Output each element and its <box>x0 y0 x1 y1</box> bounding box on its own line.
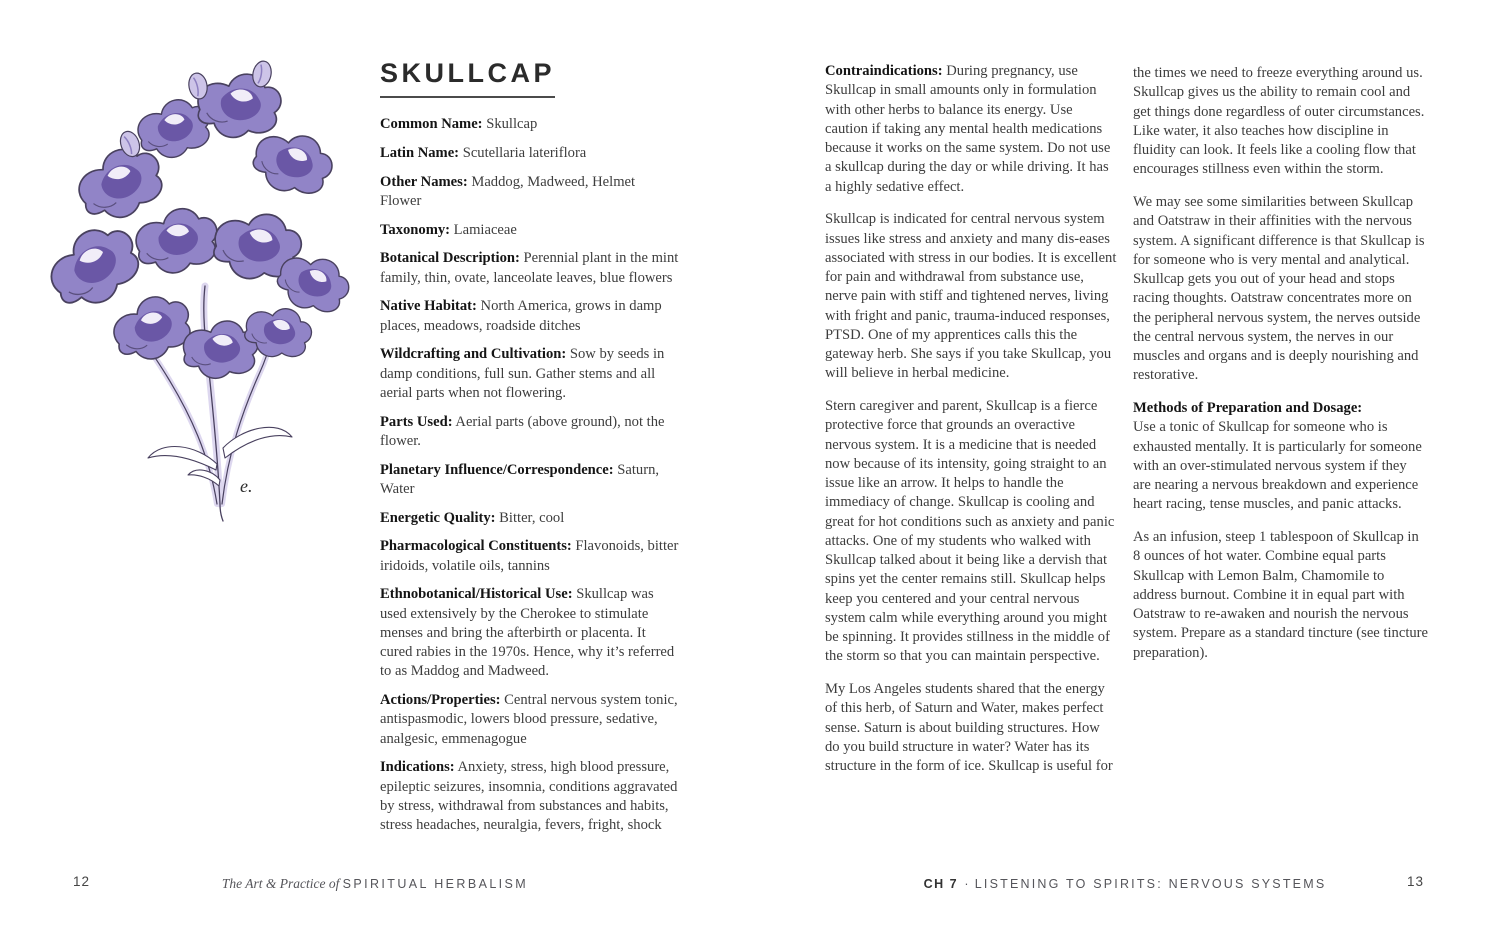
blossoms <box>39 59 357 381</box>
paragraph-label: Pharmacological Constituents: <box>380 538 572 555</box>
skullcap-illustration <box>20 34 360 526</box>
paragraph-label: Native Habitat: <box>380 298 477 315</box>
chapter-title: LISTENING TO SPIRITS: NERVOUS SYSTEMS <box>974 877 1327 891</box>
labeled-paragraph: Energetic Quality: Bitter, cool <box>380 509 565 526</box>
chapter-separator: · <box>964 877 969 891</box>
page-title: SKULLCAP <box>380 60 555 98</box>
paragraph: Stern caregiver and parent, Skullcap is a fierce protective force that grounds an overactive nervous system. It is a medicine that is needed now because of its intensity, going straight to an issue like an arrow. It helps to handle the immediacy of change. Skullcap is cooling and great for hot conditions such as anxiety and panic attacks. One of my students who walked with Skullcap talked about it being like a dervish that spins yet the center remains still. Skullcap helps keep you centered and your central nervous system calm while everything around you might be spinning. It provides stillness in the middle of the storm so that you can maintain perspective. <box>825 398 1115 665</box>
page-number-right: 13 <box>1406 874 1424 889</box>
labeled-paragraph: Taxonomy: Lamiaceae <box>380 221 517 238</box>
labeled-paragraph: Wildcrafting and Cultivation: Sow by seeds in damp conditions, full sun. Gather stems and all aerial parts when not flowering. <box>380 346 665 401</box>
paragraph: We may see some similarities between Skullcap and Oatstraw in their affinities with the nervous system. A significant difference is that Skullcap is for someone who is very mental and analytical. Skullcap gets you out of your head and stops racing thoughts. Oatstraw concentrates more on the peripheral nervous system, the nerves outside the central nervous system, the nerves in our muscles and organs and is deeply nourishing and restorative. <box>1133 194 1425 384</box>
labeled-paragraph: Indications: Anxiety, stress, high blood pressure, epileptic seizures, insomnia, conditions aggravated by stress, withdrawal from substances and habits, stress headaches, neuralgia, fevers, fright, shock <box>380 759 678 833</box>
labeled-paragraph: Contraindications: During pregnancy, use Skullcap in small amounts only in formulation with other herbs to balance its energy. Use caution if taking any mental health medications because it works on the same system. Do not use a skullcap during the day or while driving. It has a highly sedative effect. <box>825 63 1111 195</box>
monograph <box>380 60 680 845</box>
artist-signature: e. <box>240 476 253 496</box>
paragraph-label: Contraindications: <box>825 63 943 79</box>
paragraph-label: Ethnobotanical/Historical Use: <box>380 586 573 603</box>
paragraph-label: Other Names: <box>380 173 468 190</box>
paragraph: As an infusion, steep 1 tablespoon of Skullcap in 8 ounces of hot water. Combine equal parts Skullcap with Lemon Balm, Chamomile to address burnout. Combine it in equal part with Oatstraw to re-awaken and nourish the nervous system. Prepare as a standard tincture (see tincture preparation). <box>1133 529 1429 661</box>
paragraph-label: Wildcrafting and Cultivation: <box>380 346 567 363</box>
paragraph-label: Parts Used: <box>380 413 453 430</box>
section-heading: Methods of Preparation and Dosage: <box>1133 400 1363 416</box>
page-number-left: 12 <box>73 874 91 889</box>
labeled-paragraph: Ethnobotanical/Historical Use: Skullcap was used extensively by the Cherokee to stimulate menses and bring the afterbirth or placenta. It cured rabies in the 1970s. Hence, why it’s referred to as Maddog and Madweed. <box>380 586 675 680</box>
left-running-footer <box>0 876 750 892</box>
paragraph: the times we need to freeze everything around us. Skullcap gives us the ability to remain cool and get things done regardless of outer circumstances. Like water, it also teaches how discipline in fluidity can look. It feels like a cooling flow that encourages stillness even within the storm. <box>1133 65 1425 178</box>
paragraph: Skullcap is indicated for central nervous system issues like stress and anxiety and many dis-eases associated with stress in our bodies. It is excellent for pain and withdrawal from substance use, nerve pain with stiff and tightened nerves, living with fright and panic, trauma-induced responses, PTSD. One of my apprentices calls this the gateway herb. She says if you take Skullcap, you will believe in herbal medicine. <box>825 211 1117 382</box>
paragraph-label: Latin Name: <box>380 144 460 161</box>
right-page <box>750 0 1500 925</box>
series-title-italic: The Art & Practice of <box>221 876 340 891</box>
chapter-label: CH 7 <box>923 877 959 891</box>
labeled-paragraph: Native Habitat: North America, grows in damp places, meadows, roadside ditches <box>380 298 662 334</box>
paragraph-label: Taxonomy: <box>380 221 451 238</box>
labeled-paragraph: Planetary Influence/Correspondence: Saturn, Water <box>380 461 660 497</box>
monograph-entries <box>380 115 680 835</box>
skullcap-illustration-svg <box>20 34 360 526</box>
paragraph-label: Actions/Properties: <box>380 692 501 708</box>
series-title-caps: SPIRITUAL HERBALISM <box>342 877 529 891</box>
labeled-paragraph: Botanical Description: Perennial plant in the mint family, thin, ovate, lanceolate leaves, blue flowers <box>380 250 679 286</box>
paragraph-label: Indications: <box>380 759 455 776</box>
labeled-paragraph: Actions/Properties: Central nervous system tonic, antispasmodic, lowers blood pressure, sedative, analgesic, emmenagogue <box>380 692 678 747</box>
labeled-paragraph: Parts Used: Aerial parts (above ground), not the flower. <box>380 413 665 449</box>
paragraph: My Los Angeles students shared that the energy of this herb, of Saturn and Water, makes perfect sense. Saturn is about building structures. How do you build structure in water? Water has its structure in the form of ice. Skullcap is useful for <box>825 681 1113 774</box>
right-column-1 <box>825 62 1117 790</box>
labeled-paragraph: Pharmacological Constituents: Flavonoids, bitter iridoids, volatile oils, tannins <box>380 538 679 574</box>
right-column-2 <box>1133 64 1428 676</box>
labeled-paragraph: Methods of Preparation and Dosage: Use a tonic of Skullcap for someone who is exhausted mentally. It is particularly for someone with an over-stimulated nervous system if they are nearing a nervous breakdown and experience heart racing, tense muscles, and panic attacks. <box>1133 399 1428 515</box>
paragraph-label: Planetary Influence/Correspondence: <box>380 461 614 478</box>
labeled-paragraph: Common Name: Skullcap <box>380 116 538 132</box>
paragraph-label: Common Name: <box>380 116 483 132</box>
paragraph-label: Botanical Description: <box>380 250 520 267</box>
chapter-running-footer <box>750 876 1500 892</box>
labeled-paragraph: Other Names: Maddog, Madweed, Helmet Flower <box>380 173 636 209</box>
labeled-paragraph: Latin Name: Scutellaria lateriflora <box>380 144 587 161</box>
paragraph-label: Energetic Quality: <box>380 509 496 526</box>
